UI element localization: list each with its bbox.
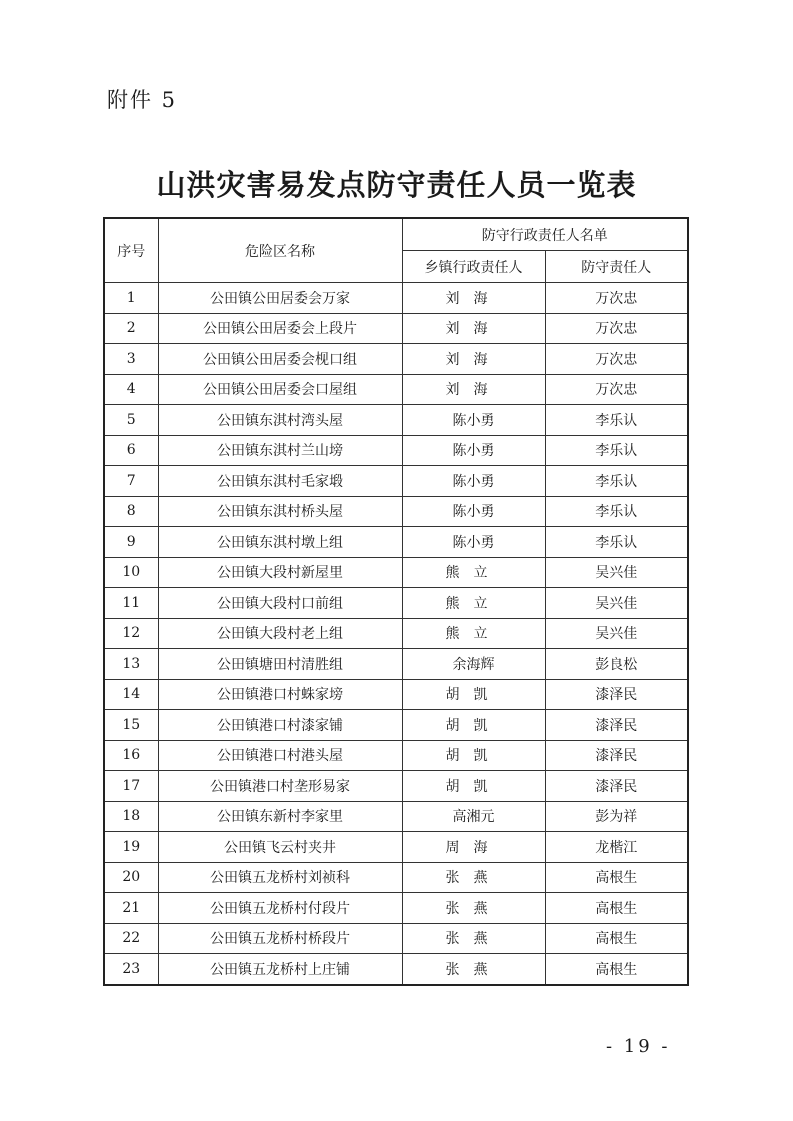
header-township: 乡镇行政责任人: [402, 251, 545, 283]
cell-guard: 高根生: [545, 862, 688, 893]
cell-guard: 漆泽民: [545, 679, 688, 710]
cell-township: 胡凯: [402, 771, 545, 802]
cell-township: 熊立: [402, 618, 545, 649]
cell-area: 公田镇大段村口前组: [158, 588, 402, 619]
cell-seq: 17: [104, 771, 158, 802]
table-row: [104, 862, 688, 893]
cell-township: 胡凯: [402, 740, 545, 771]
table-row: [104, 801, 688, 832]
cell-area: 公田镇东淇村桥头屋: [158, 496, 402, 527]
cell-area: 公田镇五龙桥村桥段片: [158, 923, 402, 954]
header-area: 危险区名称: [158, 218, 402, 283]
cell-area: 公田镇五龙桥村上庄铺: [158, 954, 402, 985]
cell-guard: 彭为祥: [545, 801, 688, 832]
table-row: [104, 527, 688, 558]
cell-seq: 14: [104, 679, 158, 710]
table-row: [104, 679, 688, 710]
cell-township: 张燕: [402, 862, 545, 893]
cell-township: 熊立: [402, 557, 545, 588]
header-group: 防守行政责任人名单: [402, 218, 688, 251]
table-row: [104, 771, 688, 802]
cell-seq: 15: [104, 710, 158, 741]
table-row: [104, 313, 688, 344]
cell-seq: 6: [104, 435, 158, 466]
table-row: [104, 557, 688, 588]
cell-township: 高湘元: [402, 801, 545, 832]
cell-seq: 10: [104, 557, 158, 588]
cell-seq: 18: [104, 801, 158, 832]
document-title: 山洪灾害易发点防守责任人员一览表: [156, 168, 637, 202]
cell-seq: 4: [104, 374, 158, 405]
table-row: [104, 893, 688, 924]
cell-township: 陈小勇: [402, 466, 545, 497]
cell-seq: 8: [104, 496, 158, 527]
cell-guard: 李乐认: [545, 466, 688, 497]
cell-township: 刘海: [402, 374, 545, 405]
cell-guard: 吴兴佳: [545, 588, 688, 619]
cell-township: 陈小勇: [402, 435, 545, 466]
cell-seq: 3: [104, 344, 158, 375]
page-number: - 19 -: [606, 1036, 671, 1057]
table-row: [104, 496, 688, 527]
cell-township: 张燕: [402, 923, 545, 954]
header-guard: 防守责任人: [545, 251, 688, 283]
cell-seq: 5: [104, 405, 158, 436]
cell-seq: 9: [104, 527, 158, 558]
cell-seq: 11: [104, 588, 158, 619]
cell-township: 刘海: [402, 344, 545, 375]
cell-township: 刘海: [402, 283, 545, 314]
table-row: [104, 740, 688, 771]
cell-seq: 21: [104, 893, 158, 924]
cell-township: 熊立: [402, 588, 545, 619]
cell-area: 公田镇五龙桥村付段片: [158, 893, 402, 924]
cell-township: 陈小勇: [402, 496, 545, 527]
cell-guard: 高根生: [545, 954, 688, 985]
header-seq: 序号: [104, 218, 158, 283]
cell-guard: 高根生: [545, 923, 688, 954]
cell-seq: 1: [104, 283, 158, 314]
table-row: [104, 405, 688, 436]
cell-seq: 13: [104, 649, 158, 680]
table-row: [104, 618, 688, 649]
cell-area: 公田镇五龙桥村刘祯科: [158, 862, 402, 893]
cell-guard: 漆泽民: [545, 710, 688, 741]
cell-guard: 李乐认: [545, 405, 688, 436]
table-row: [104, 588, 688, 619]
cell-area: 公田镇东淇村兰山塝: [158, 435, 402, 466]
cell-guard: 万次忠: [545, 313, 688, 344]
cell-guard: 龙楷江: [545, 832, 688, 863]
cell-township: 陈小勇: [402, 527, 545, 558]
cell-township: 陈小勇: [402, 405, 545, 436]
cell-guard: 李乐认: [545, 527, 688, 558]
cell-area: 公田镇港口村港头屋: [158, 740, 402, 771]
cell-area: 公田镇港口村垄形易家: [158, 771, 402, 802]
cell-township: 刘海: [402, 313, 545, 344]
cell-area: 公田镇公田居委会上段片: [158, 313, 402, 344]
cell-area: 公田镇公田居委会口屋组: [158, 374, 402, 405]
cell-seq: 7: [104, 466, 158, 497]
cell-seq: 2: [104, 313, 158, 344]
cell-guard: 漆泽民: [545, 740, 688, 771]
cell-area: 公田镇大段村老上组: [158, 618, 402, 649]
cell-area: 公田镇东淇村毛家塅: [158, 466, 402, 497]
cell-guard: 彭良松: [545, 649, 688, 680]
cell-township: 张燕: [402, 893, 545, 924]
cell-guard: 万次忠: [545, 374, 688, 405]
cell-area: 公田镇东新村李家里: [158, 801, 402, 832]
cell-township: 张燕: [402, 954, 545, 985]
cell-township: 胡凯: [402, 710, 545, 741]
cell-area: 公田镇飞云村夹井: [158, 832, 402, 863]
cell-seq: 22: [104, 923, 158, 954]
cell-area: 公田镇港口村漆家铺: [158, 710, 402, 741]
cell-guard: 吴兴佳: [545, 618, 688, 649]
table-row: [104, 344, 688, 375]
cell-guard: 李乐认: [545, 496, 688, 527]
cell-area: 公田镇东淇村湾头屋: [158, 405, 402, 436]
cell-area: 公田镇公田居委会枧口组: [158, 344, 402, 375]
table-row: [104, 283, 688, 314]
table-body: [104, 283, 688, 985]
attachment-label: 附件 5: [107, 88, 178, 112]
cell-township: 胡凯: [402, 679, 545, 710]
responsibility-table: [103, 217, 689, 986]
cell-area: 公田镇东淇村墩上组: [158, 527, 402, 558]
cell-guard: 李乐认: [545, 435, 688, 466]
cell-township: 周海: [402, 832, 545, 863]
cell-guard: 高根生: [545, 893, 688, 924]
cell-area: 公田镇大段村新屋里: [158, 557, 402, 588]
cell-township: 余海辉: [402, 649, 545, 680]
cell-seq: 20: [104, 862, 158, 893]
table-row: [104, 832, 688, 863]
cell-seq: 16: [104, 740, 158, 771]
table-row: [104, 374, 688, 405]
cell-guard: 吴兴佳: [545, 557, 688, 588]
cell-area: 公田镇港口村蛛家塝: [158, 679, 402, 710]
cell-seq: 19: [104, 832, 158, 863]
cell-seq: 23: [104, 954, 158, 985]
cell-guard: 漆泽民: [545, 771, 688, 802]
table-row: [104, 923, 688, 954]
cell-area: 公田镇公田居委会万家: [158, 283, 402, 314]
table-row: [104, 435, 688, 466]
table-row: [104, 466, 688, 497]
table-row: [104, 710, 688, 741]
cell-guard: 万次忠: [545, 344, 688, 375]
cell-area: 公田镇塘田村清胜组: [158, 649, 402, 680]
table-row: [104, 954, 688, 985]
cell-guard: 万次忠: [545, 283, 688, 314]
cell-seq: 12: [104, 618, 158, 649]
table-row: [104, 649, 688, 680]
